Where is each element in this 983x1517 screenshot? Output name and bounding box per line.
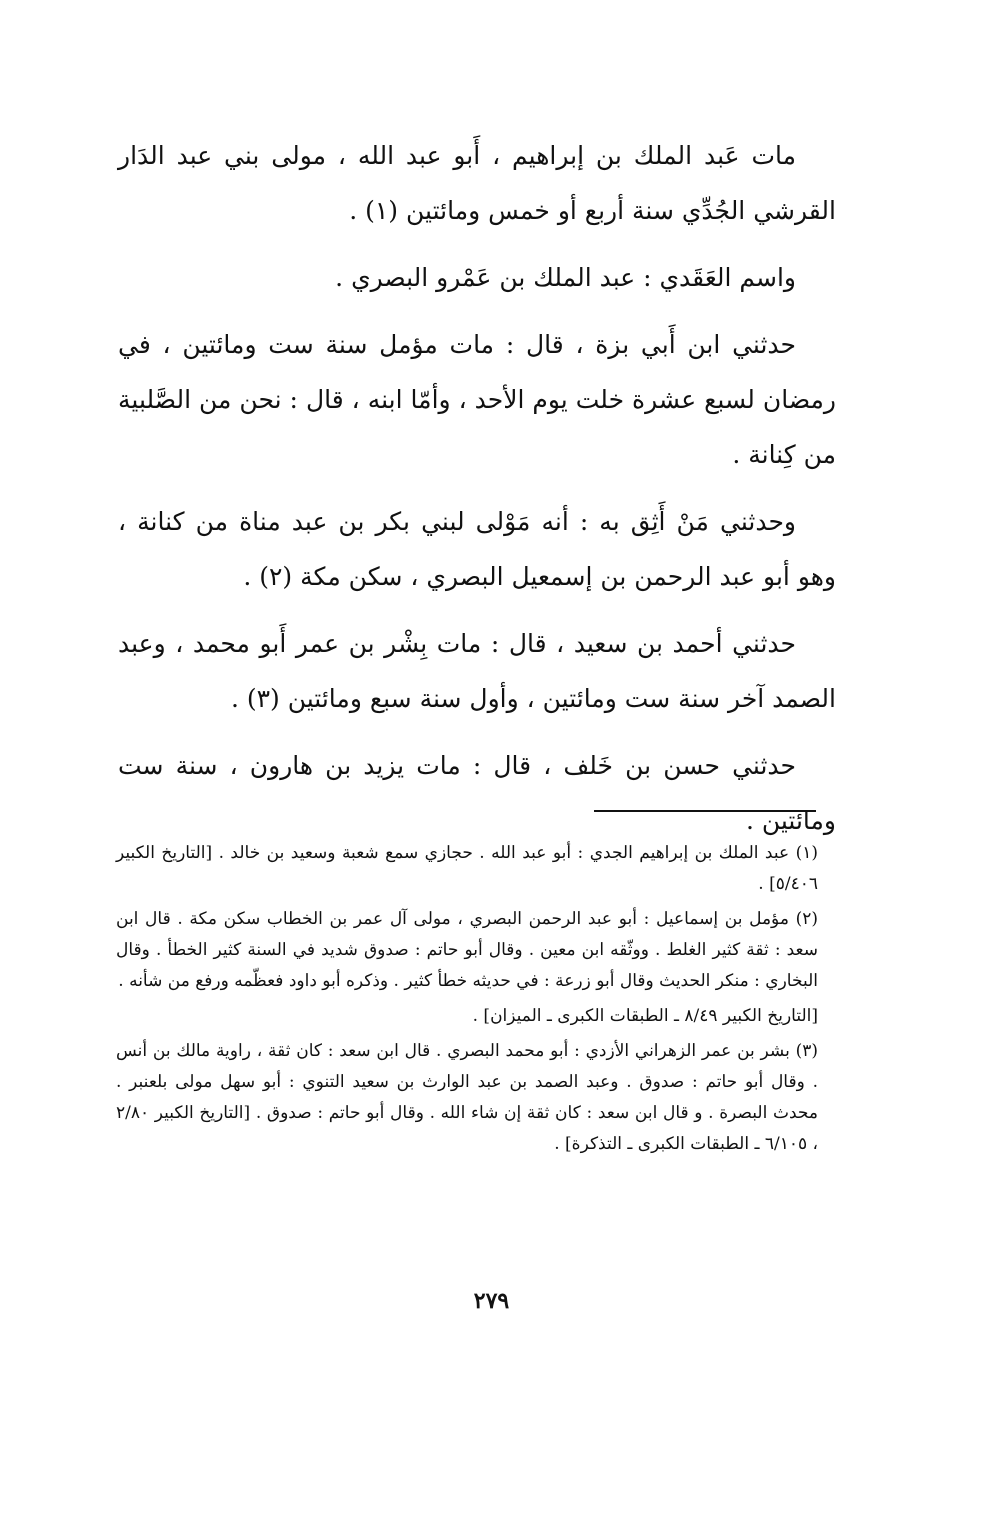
paragraph: وحدثني مَنْ أَثِق به : أنه مَوْلى لبني بكر بن عبد مناة من كنانة ، وهو أبو عبد الرحمن بن إسمعيل البصري ، سكن مكة (٢) .	[118, 507, 836, 591]
footnote-separator	[594, 810, 816, 812]
main-text	[118, 128, 836, 860]
footnote-2: (٢) مؤمل بن إسماعيل : أبو عبد الرحمن البصري ، مولى آل عمر بن الخطاب سكن مكة . قال ابن سعد : ثقة كثير الغلط . ووثّقه ابن معين . وقال أبو حاتم : صدوق شديد في السنة كثير الخطأ . وقال البخاري : منكر الحديث وقال أبو زرعة : في حديثه خطأ كثير . وذكره أبو داود فعظّمه ورفع من شأنه .	[116, 909, 818, 991]
paragraph: حدثني أحمد بن سعيد ، قال : مات بِشْر بن عمر أَبو محمد ، وعبد الصمد آخر سنة ست ومائتين ، وأول سنة سبع ومائتين (٣) .	[118, 629, 836, 713]
footnote-3: (٣) بشر بن عمر الزهراني الأزدي : أبو محمد البصري . قال ابن سعد : كان ثقة ، راوية مالك بن أنس . وقال أبو حاتم : صدوق . وعبد الصمد بن عبد الوارث بن سعيد التنوي : أبو سهل مولى بلعنبر . محدث البصرة . و قال ابن سعد : كان ثقة إن شاء الله . وقال أبو حاتم : صدوق . [التاريخ الكبير ٢/٨٠ ، ٦/١٠٥ ـ الطبقات الكبرى ـ التذكرة] .	[116, 1041, 818, 1154]
page-number: ٢٧٩	[473, 1288, 510, 1314]
paragraph: حدثني ابن أَبي بزة ، قال : مات مؤمل سنة ست ومائتين ، في رمضان لسبع عشرة خلت يوم الأحد ، وأمّا ابنه ، قال : نحن من الصَّلبية من كِنانة .	[118, 330, 836, 469]
paragraph: مات عَبد الملك بن إبراهيم ، أَبو عبد الله ، مولى بني عبد الدَار القرشي الجُدِّي سنة أربع أو خمس ومائتين (١) .	[118, 141, 836, 225]
paragraph: واسم العَقَدي : عبد الملك بن عَمْرو البصري .	[335, 263, 796, 292]
footnote-2-reference: [التاريخ الكبير ٨/٤٩ ـ الطبقات الكبرى ـ الميزان] .	[472, 1006, 818, 1026]
paragraph: حدثني حسن بن خَلف ، قال : مات يزيد بن هارون ، سنة ست ومائتين .	[118, 751, 836, 835]
footnotes	[116, 838, 818, 1164]
footnote-1: (١) عبد الملك بن إبراهيم الجدي : أبو عبد الله . حجازي سمع شعبة وسعيد بن خالد . [التاريخ الكبير ٥/٤٠٦] .	[116, 843, 818, 894]
